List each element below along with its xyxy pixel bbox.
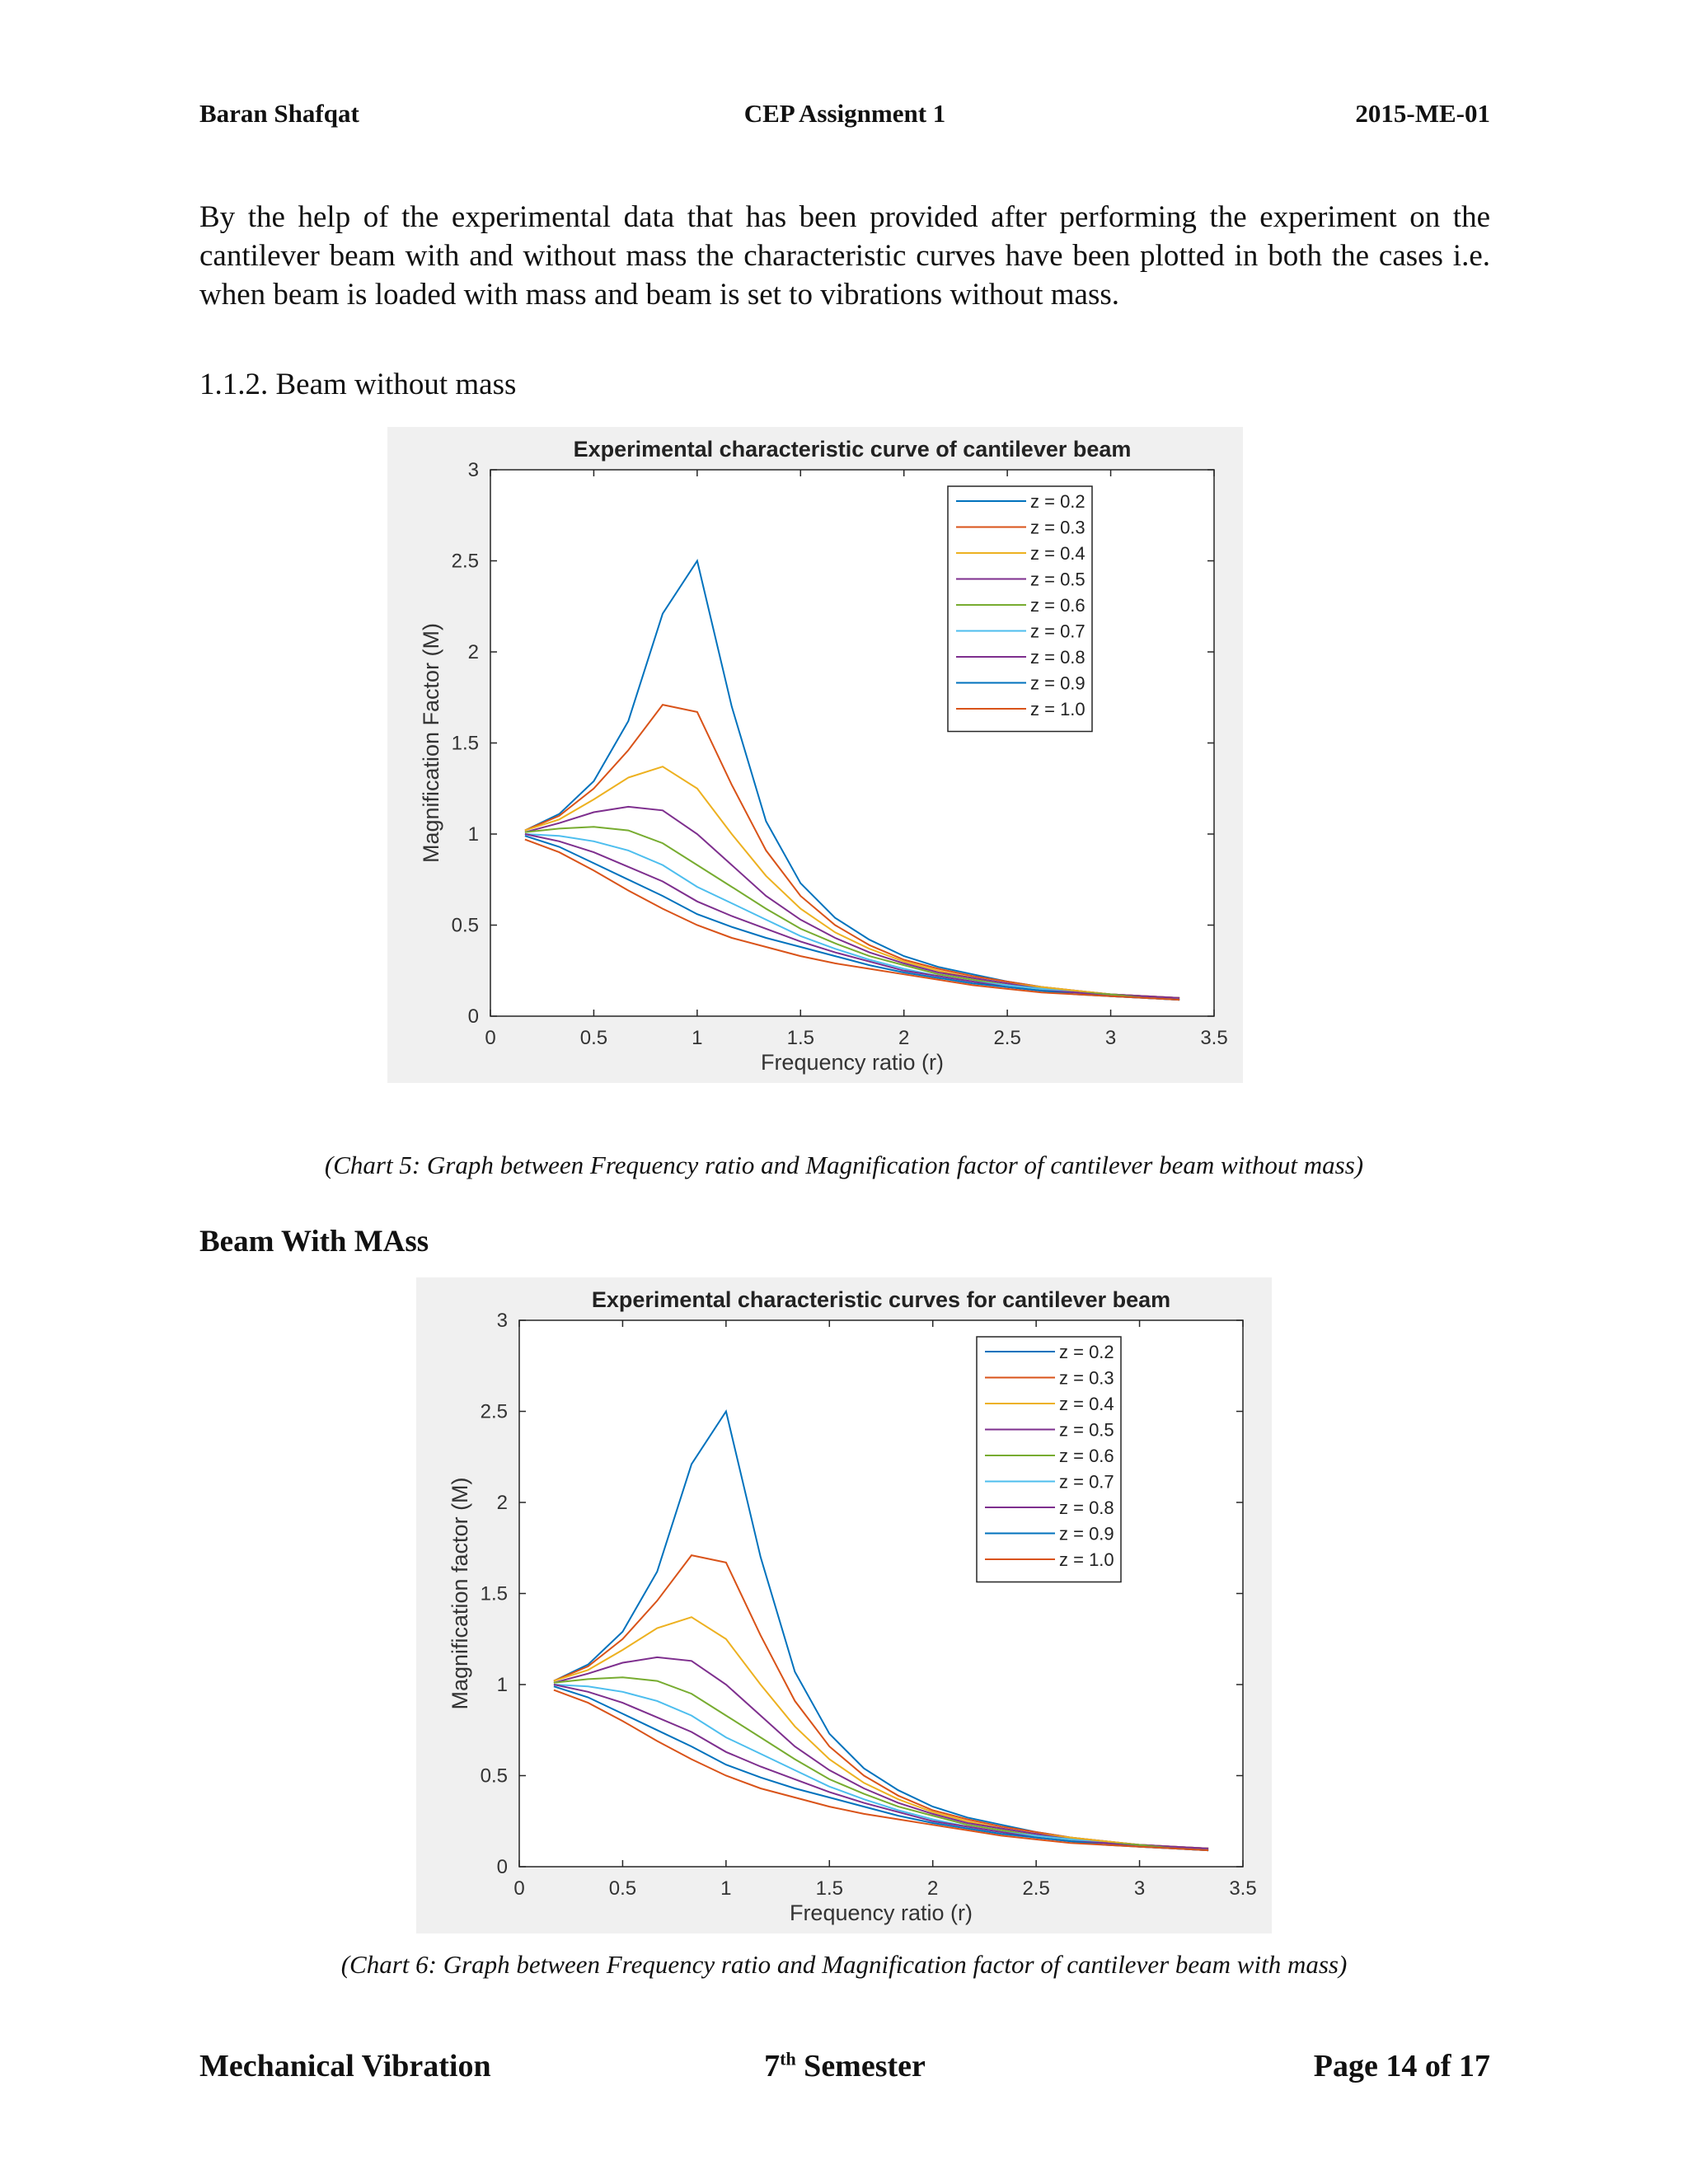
chart-title: Experimental characteristic curve of cantilever beam [573, 437, 1132, 462]
header-title: CEP Assignment 1 [743, 99, 946, 128]
x-tick-label: 2.5 [993, 1027, 1021, 1049]
y-tick-label: 2.5 [480, 1400, 508, 1423]
y-tick-label: 0.5 [451, 914, 479, 937]
x-axis-label: Frequency ratio (r) [760, 1050, 945, 1075]
x-tick-label: 0 [513, 1877, 525, 1900]
chart-6-caption: (Chart 6: Graph between Frequency ratio and Magnification factor of cantilever beam with mass) [340, 1950, 1348, 1979]
legend-label: z = 0.5 [1059, 1419, 1114, 1441]
x-tick-label: 2 [898, 1027, 910, 1049]
y-tick-label: 3 [496, 1310, 508, 1332]
x-tick-label: 1 [692, 1027, 703, 1049]
legend-label: z = 0.3 [1059, 1367, 1114, 1389]
y-tick-label: 0 [467, 1005, 479, 1028]
intro-paragraph: By the help of the experimental data that has been provided after performing the experiment on the cantilever beam with and without mass the characteristic curves have been plotted in both the cases i.e. when beam is loaded with mass and beam is set to vibrations without mass. [199, 200, 1490, 312]
y-tick-label: 2 [467, 641, 479, 663]
x-tick-label: 1.5 [815, 1877, 843, 1900]
x-tick-label: 3 [1133, 1877, 1146, 1900]
legend-label: z = 0.3 [1030, 517, 1085, 538]
x-tick-label: 1.5 [786, 1027, 814, 1049]
footer-page-number: Page 14 of 17 [1313, 2049, 1490, 2083]
y-tick-label: 3 [467, 459, 479, 481]
x-tick-label: 1 [720, 1877, 732, 1900]
legend-label: z = 0.8 [1030, 647, 1085, 668]
legend-label: z = 0.9 [1059, 1523, 1114, 1544]
footer-course: Mechanical Vibration [199, 2049, 491, 2083]
footer-semester-number: 7 [764, 2049, 781, 2083]
header-roll-number: 2015-ME-01 [1355, 99, 1490, 128]
legend-label: z = 0.7 [1059, 1471, 1114, 1493]
y-tick-label: 1.5 [451, 732, 479, 755]
legend-label: z = 0.8 [1059, 1497, 1114, 1518]
x-axis-label: Frequency ratio (r) [789, 1900, 973, 1925]
x-tick-label: 0.5 [608, 1877, 637, 1900]
x-tick-label: 3 [1104, 1027, 1117, 1049]
footer-semester-label: Semester [795, 2049, 926, 2083]
y-tick-label: 0.5 [480, 1765, 508, 1788]
footer-semester [764, 2048, 926, 2084]
y-tick-label: 2 [496, 1492, 508, 1514]
legend-label: z = 0.7 [1030, 621, 1085, 642]
legend-label: z = 1.0 [1030, 699, 1085, 719]
legend-label: z = 0.9 [1030, 673, 1085, 694]
legend-label: z = 0.4 [1059, 1394, 1114, 1414]
chart-title: Experimental characteristic curves for cantilever beam [591, 1287, 1171, 1312]
chart-5-figure [387, 427, 1243, 1083]
x-tick-label: 2 [927, 1877, 939, 1900]
x-tick-label: 3.5 [1200, 1027, 1228, 1049]
page-header [199, 99, 1490, 132]
legend-label: z = 0.6 [1030, 595, 1085, 616]
y-tick-label: 1 [496, 1674, 508, 1696]
x-tick-label: 2.5 [1022, 1877, 1050, 1900]
chart-5-svg [387, 427, 1243, 1083]
header-author: Baran Shafqat [199, 99, 359, 128]
legend-label: z = 0.5 [1030, 569, 1085, 590]
y-tick-label: 1 [467, 823, 479, 846]
legend-label: z = 0.2 [1059, 1342, 1114, 1362]
legend-label: z = 0.6 [1059, 1446, 1114, 1466]
y-tick-label: 1.5 [480, 1582, 508, 1605]
subheading-beam-without-mass: 1.1.2. Beam without mass [199, 368, 517, 401]
x-tick-label: 3.5 [1229, 1877, 1257, 1900]
chart-6-figure [416, 1277, 1272, 1933]
y-tick-label: 2.5 [451, 550, 479, 573]
y-axis-label: Magnification factor (M) [448, 1477, 472, 1710]
legend-label: z = 0.2 [1030, 491, 1085, 512]
footer-semester-suffix: th [780, 2048, 796, 2069]
x-tick-label: 0.5 [579, 1027, 608, 1049]
legend-label: z = 1.0 [1059, 1549, 1114, 1570]
section-heading-beam-with-mass: Beam With MAss [199, 1225, 429, 1258]
y-axis-label: Magnification Factor (M) [419, 622, 443, 864]
legend-label: z = 0.4 [1030, 543, 1085, 564]
x-tick-label: 0 [485, 1027, 496, 1049]
page-footer [199, 2048, 1490, 2089]
chart-6-svg [416, 1277, 1272, 1933]
chart-5-caption: (Chart 5: Graph between Frequency ratio and Magnification factor of cantilever beam without mass) [324, 1151, 1364, 1179]
y-tick-label: 0 [496, 1856, 508, 1878]
